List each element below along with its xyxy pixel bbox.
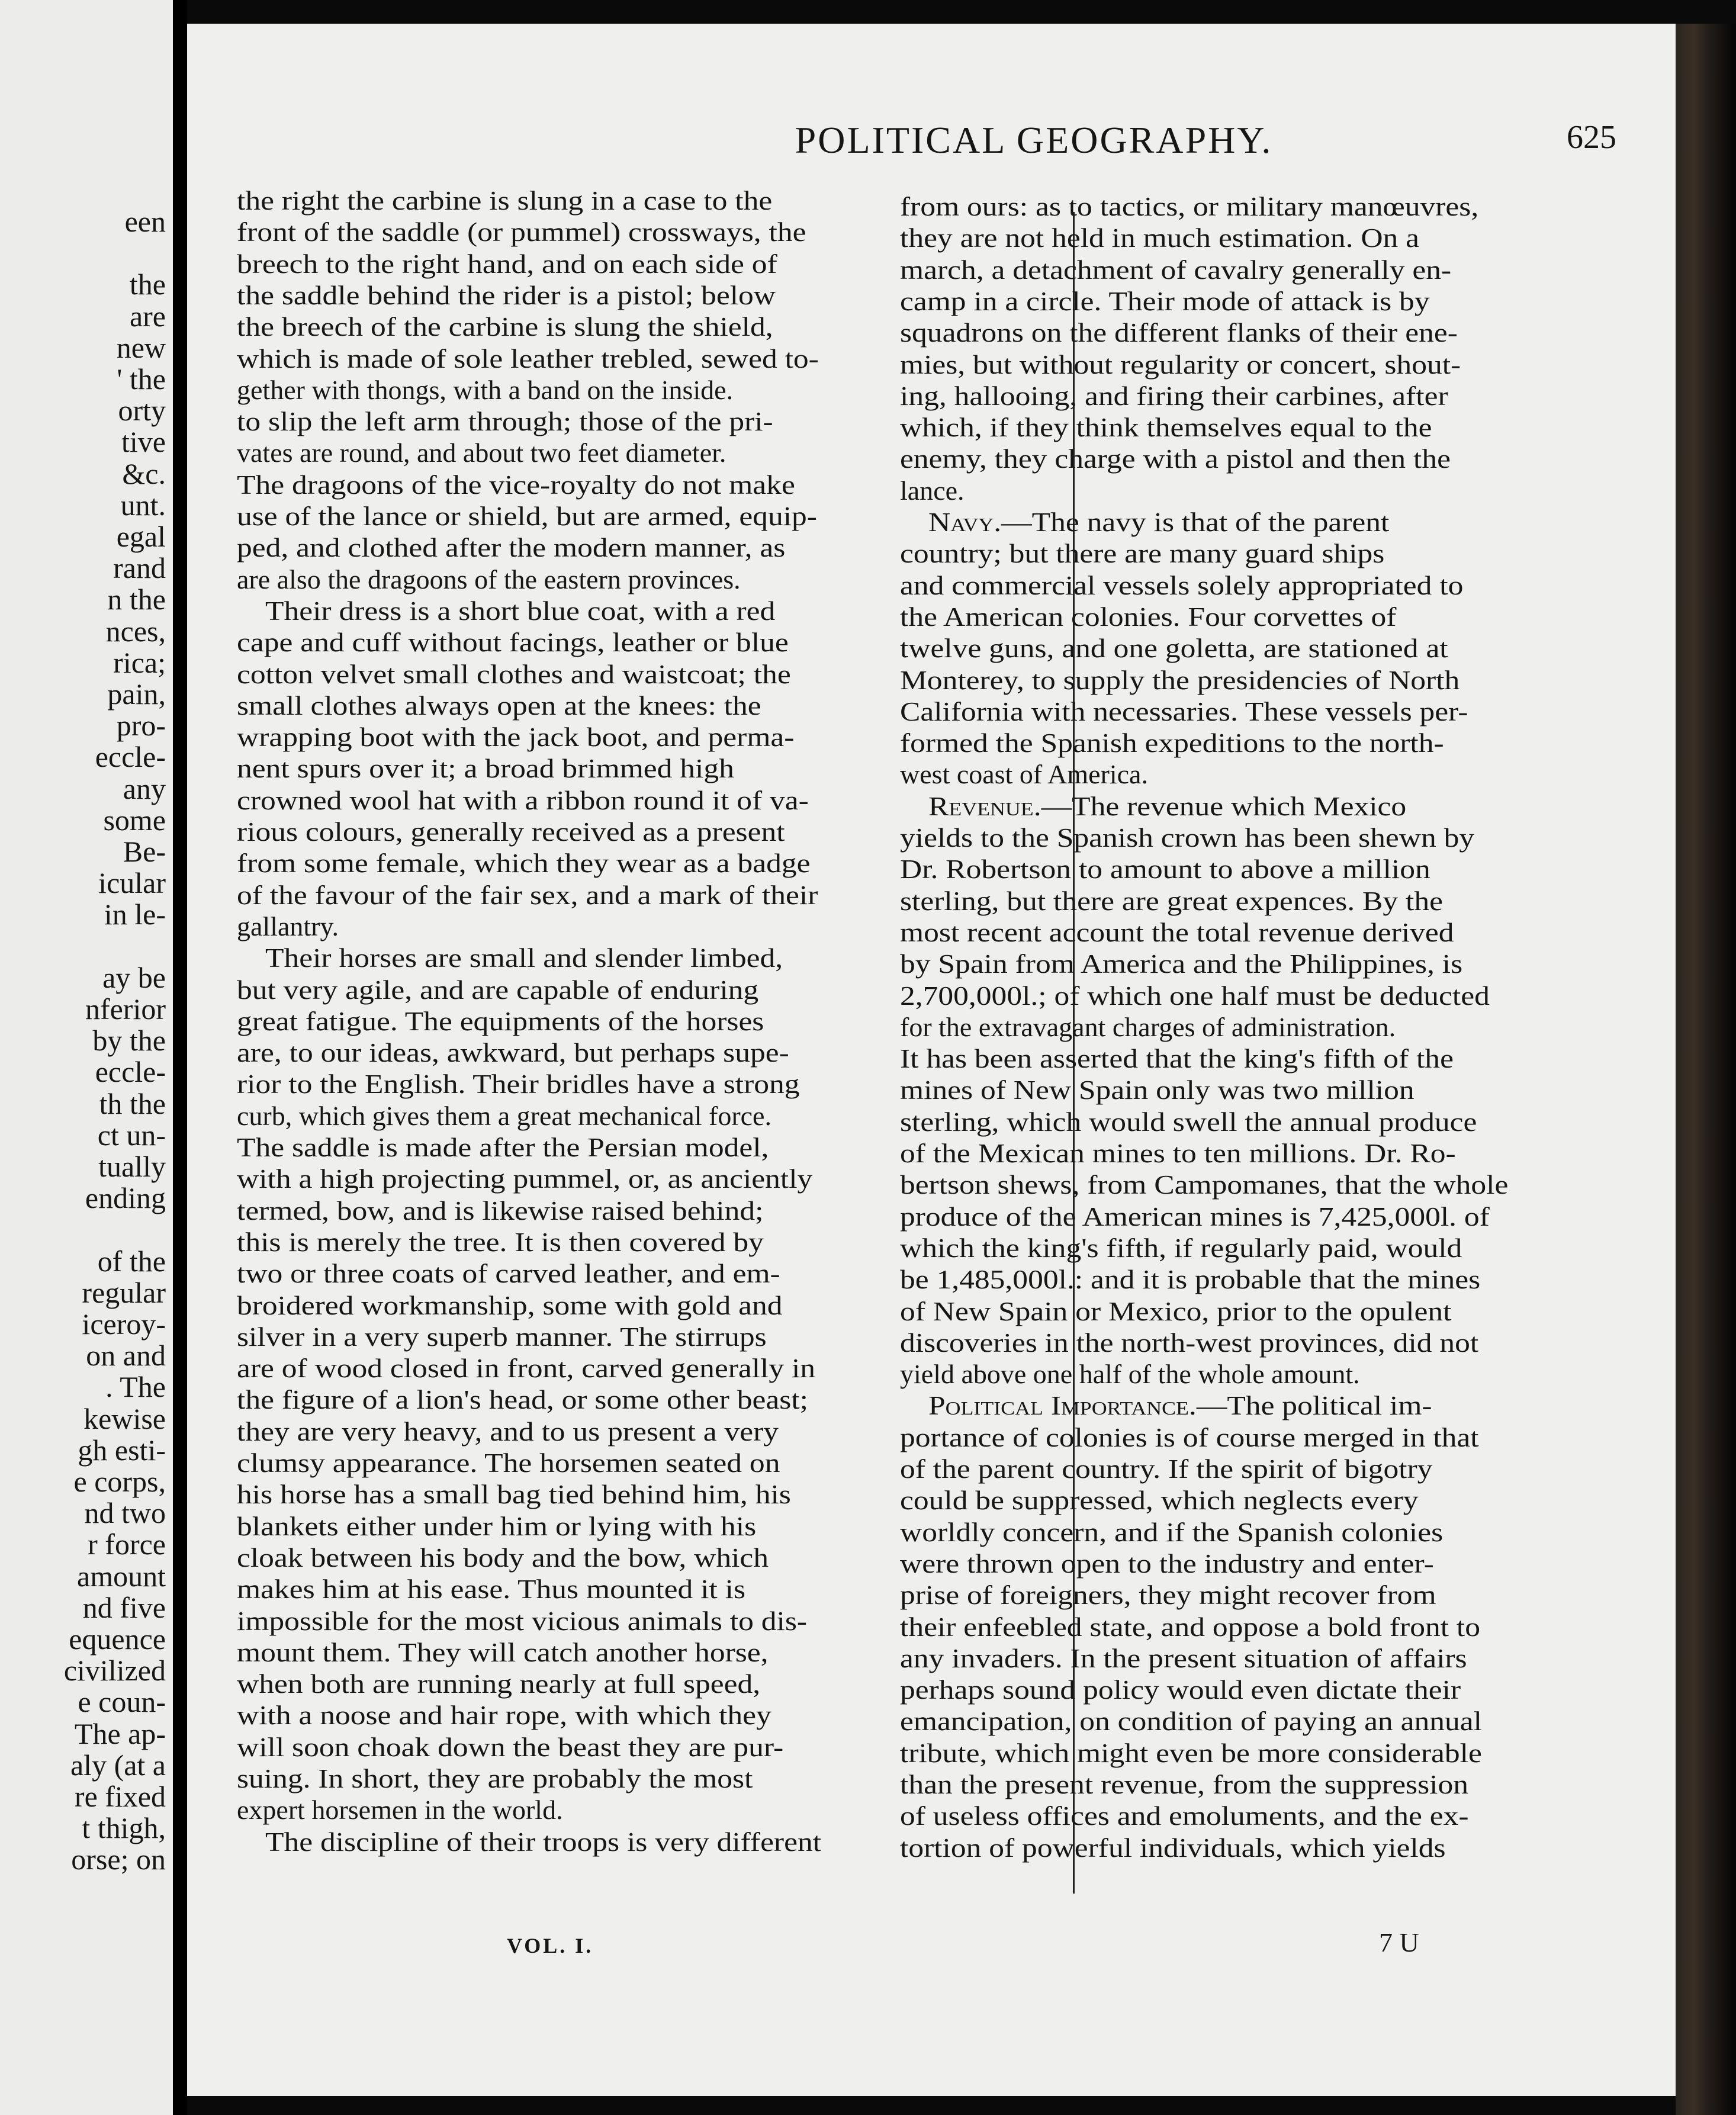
text-line: camp in a circle. Their mode of attack is by xyxy=(900,285,1430,316)
left-page-line: of the xyxy=(97,1244,166,1278)
book-gutter xyxy=(173,0,187,2115)
text-line: impossible for the most vicious animals to dis- xyxy=(237,1605,808,1636)
text-line: crowned wool hat with a ribbon round it of va- xyxy=(237,785,809,815)
text-line: clumsy appearance. The horsemen seated on xyxy=(237,1448,780,1478)
text-line: nent spurs over it; a broad brimmed high xyxy=(237,753,734,784)
left-page-line: regular xyxy=(82,1275,166,1309)
text-line: gether with thongs, with a band on the inside. xyxy=(237,374,734,405)
text-line: from ours: as to tactics, or military manœuvres, xyxy=(900,191,1479,221)
text-line: sterling, but there are great expences. By the xyxy=(900,885,1443,916)
left-page-line: nd two xyxy=(84,1496,166,1530)
left-page-line: by the xyxy=(92,1024,166,1058)
text-line: blankets either under him or lying with his xyxy=(237,1510,757,1541)
left-page-line: tually xyxy=(98,1150,166,1183)
left-page-line: re fixed xyxy=(74,1780,166,1813)
left-page-line: civilized xyxy=(63,1654,166,1687)
text-line: of New Spain or Mexico, prior to the opulent xyxy=(900,1296,1452,1326)
text-line: perhaps sound policy would even dictate their xyxy=(900,1674,1461,1705)
left-page-line: in le- xyxy=(104,898,166,931)
text-line: formed the Spanish expeditions to the north- xyxy=(900,728,1444,758)
text-line: mines of New Spain only was two million xyxy=(900,1075,1414,1105)
text-line: any invaders. In the present situation of affairs xyxy=(900,1642,1467,1673)
text-line: bertson shews, from Campomanes, that the whole xyxy=(900,1169,1509,1200)
text-line: are also the dragoons of the eastern provinces. xyxy=(237,564,741,594)
left-page-line: some xyxy=(103,803,166,837)
text-line: gallantry. xyxy=(237,911,339,941)
text-line: The saddle is made after the Persian model, xyxy=(237,1132,769,1162)
left-page-fragment xyxy=(0,0,173,2115)
volume-label: VOL. I. xyxy=(507,1934,594,1957)
text-line: emancipation, on condition of paying an annual xyxy=(900,1706,1482,1737)
text-line: their enfeebled state, and oppose a bold front to xyxy=(900,1611,1480,1642)
text-line: 2,700,000l.; of which one half must be deducted xyxy=(900,980,1490,1011)
text-line: Navy.—The navy is that of the parent xyxy=(928,507,1390,537)
left-page-line: e coun- xyxy=(78,1685,166,1719)
text-line: for the extravagant charges of administration. xyxy=(900,1011,1396,1042)
text-line: Dr. Robertson to amount to above a million xyxy=(900,854,1430,885)
left-page-line: orse; on xyxy=(71,1843,166,1876)
text-line: great fatigue. The equipments of the horses xyxy=(237,1005,764,1036)
left-page-line: kewise xyxy=(83,1402,166,1435)
left-page-line: The ap- xyxy=(74,1717,166,1750)
text-line: when both are running nearly at full speed, xyxy=(237,1669,761,1699)
left-page-line: the xyxy=(129,268,166,301)
text-line: the breech of the carbine is slung the shield, xyxy=(237,311,773,342)
left-page-line: th the xyxy=(99,1087,166,1120)
text-line: small clothes always open at the knees: the xyxy=(237,690,761,721)
left-page-line: pro- xyxy=(116,709,166,742)
left-page-line: nces, xyxy=(105,614,166,648)
left-page-line: aly (at a xyxy=(70,1748,166,1782)
text-line: of the favour of the fair sex, and a mark of their xyxy=(237,879,818,910)
text-line: two or three coats of carved leather, and em- xyxy=(237,1258,780,1289)
text-line: the saddle behind the rider is a pistol; below xyxy=(237,279,776,310)
left-page-line: egal xyxy=(116,520,166,553)
text-line: they are very heavy, and to us present a very xyxy=(237,1416,779,1447)
signature-mark: 7 U xyxy=(1379,1927,1419,1957)
text-line: Revenue.—The revenue which Mexico xyxy=(928,790,1407,821)
left-page-line: een xyxy=(124,205,166,238)
text-line: but very agile, and are capable of enduring xyxy=(237,974,759,1005)
text-line: cape and cuff without facings, leather or blue xyxy=(237,627,789,658)
left-page-line: ending xyxy=(85,1181,166,1215)
text-line: west coast of America. xyxy=(900,759,1148,790)
text-line: mies, but without regularity or concert, shout- xyxy=(900,349,1461,380)
text-line: expert horsemen in the world. xyxy=(237,1795,563,1825)
left-page-line: Be- xyxy=(123,835,166,868)
left-page-line: amount xyxy=(77,1559,166,1593)
text-line: cotton velvet small clothes and waistcoat; the xyxy=(237,658,791,689)
text-line: tortion of powerful individuals, which yields xyxy=(900,1832,1446,1863)
left-page-line: nferior xyxy=(85,992,166,1026)
text-line: the figure of a lion's head, or some other beast; xyxy=(237,1384,808,1415)
left-page-line: orty xyxy=(118,394,166,427)
left-page-line: e corps, xyxy=(73,1465,166,1498)
left-page-line: rica; xyxy=(113,645,166,679)
page-number: 625 xyxy=(1567,119,1616,156)
text-line: ped, and clothed after the modern manner, as xyxy=(237,532,786,563)
text-line: wrapping boot with the jack boot, and perma- xyxy=(237,722,795,753)
text-line: from some female, which they wear as a badge xyxy=(237,848,811,879)
left-page-line: equence xyxy=(69,1622,166,1656)
text-line: with a noose and hair rope, with which they xyxy=(237,1700,771,1731)
text-line: Monterey, to supply the presidencies of North xyxy=(900,664,1460,695)
text-line: than the present revenue, from the suppression xyxy=(900,1769,1468,1799)
text-line: worldly concern, and if the Spanish colonies xyxy=(900,1516,1444,1547)
text-line: Their dress is a short blue coat, with a red xyxy=(265,595,776,626)
text-line: could be suppressed, which neglects every xyxy=(900,1485,1419,1516)
text-line: The dragoons of the vice-royalty do not make xyxy=(237,469,795,500)
text-line: the American colonies. Four corvettes of xyxy=(900,601,1397,632)
left-page-line: new xyxy=(116,330,166,364)
left-page-line: . The xyxy=(105,1370,166,1404)
text-line: produce of the American mines is 7,425,000l. of xyxy=(900,1201,1490,1232)
text-line: his horse has a small bag tied behind him, his xyxy=(237,1479,791,1510)
text-line: ing, hallooing, and firing their carbines, after xyxy=(900,380,1448,411)
text-line: to slip the left arm through; those of the pri- xyxy=(237,406,773,437)
text-line: silver in a very superb manner. The stirrups xyxy=(237,1321,767,1352)
text-line: which, if they think themselves equal to the xyxy=(900,412,1432,443)
page-edge xyxy=(1676,24,1736,2115)
text-line: suing. In short, they are probably the most xyxy=(237,1763,753,1793)
text-line: of useless offices and emoluments, and the ex- xyxy=(900,1801,1469,1831)
text-line: sterling, which would swell the annual produce xyxy=(900,1106,1477,1137)
text-line: they are not held in much estimation. On a xyxy=(900,223,1420,253)
text-line: tribute, which might even be more considerable xyxy=(900,1737,1482,1768)
text-line: portance of colonies is of course merged in that xyxy=(900,1422,1479,1452)
text-line: most recent account the total revenue derived xyxy=(900,917,1454,947)
text-line: discoveries in the north-west provinces, did not xyxy=(900,1327,1479,1358)
text-line: prise of foreigners, they might recover from xyxy=(900,1580,1436,1611)
left-page-line: t thigh, xyxy=(82,1811,166,1845)
text-line: breech to the right hand, and on each side of xyxy=(237,248,777,279)
text-line: by Spain from America and the Philippines, is xyxy=(900,949,1463,979)
left-page-line: pain, xyxy=(107,677,166,711)
left-page-line: ct un- xyxy=(97,1118,166,1152)
text-line: which is made of sole leather trebled, sewed to- xyxy=(237,343,819,374)
text-line: lance. xyxy=(900,475,965,506)
left-page-line: &c. xyxy=(122,457,166,490)
text-line: will soon choak down the beast they are pur- xyxy=(237,1731,784,1762)
left-page-line: are xyxy=(129,299,166,333)
text-line: of the parent country. If the spirit of bigotry xyxy=(900,1454,1433,1484)
text-line: cloak between his body and the bow, which xyxy=(237,1542,769,1573)
text-line: and commercial vessels solely appropriated to xyxy=(900,570,1464,600)
left-page-line: tive xyxy=(121,425,166,459)
text-line: are of wood closed in front, carved generally in xyxy=(237,1353,816,1384)
book-page xyxy=(187,24,1676,2096)
text-line: twelve guns, and one goletta, are stationed at xyxy=(900,633,1448,664)
text-line: vates are round, and about two feet diameter. xyxy=(237,438,726,468)
text-line: march, a detachment of cavalry generally en- xyxy=(900,254,1452,285)
left-page-line: any xyxy=(123,772,166,805)
text-line: Political Importance.—The political im- xyxy=(928,1390,1432,1421)
text-line: curb, which gives them a great mechanical force. xyxy=(237,1100,771,1131)
text-line: rior to the English. Their bridles have a strong xyxy=(237,1069,800,1100)
text-line: with a high projecting pummel, or, as anciently xyxy=(237,1163,813,1194)
left-page-line: nd five xyxy=(82,1590,166,1624)
left-page-line: eccle- xyxy=(95,1055,166,1089)
text-line: were thrown open to the industry and enter- xyxy=(900,1548,1434,1579)
text-line: termed, bow, and is likewise raised behind; xyxy=(237,1195,764,1226)
text-line: use of the lance or shield, but are armed, equip- xyxy=(237,501,817,531)
text-line: mount them. They will catch another horse, xyxy=(237,1637,769,1667)
text-line: country; but there are many guard ships xyxy=(900,538,1385,569)
text-line: Their horses are small and slender limbed, xyxy=(265,943,783,973)
text-line: are, to our ideas, awkward, but perhaps supe- xyxy=(237,1037,789,1068)
text-line: be 1,485,000l.: and it is probable that the mines xyxy=(900,1264,1481,1295)
left-page-line: r force xyxy=(88,1528,166,1561)
left-page-line: iceroy- xyxy=(82,1307,166,1341)
left-page-line: ay be xyxy=(102,960,166,994)
left-page-line: rand xyxy=(113,551,166,585)
text-line: of the Mexican mines to ten millions. Dr. Ro- xyxy=(900,1138,1456,1168)
text-line: yields to the Spanish crown has been shewn by xyxy=(900,822,1475,853)
text-line: broidered workmanship, some with gold and xyxy=(237,1290,783,1320)
text-line: squadrons on the different flanks of their ene- xyxy=(900,317,1458,348)
text-line: rious colours, generally received as a present xyxy=(237,817,785,847)
text-line: front of the saddle (or pummel) crossways, the xyxy=(237,217,806,247)
text-line: the right the carbine is slung in a case to the xyxy=(237,185,773,216)
left-page-line: eccle- xyxy=(95,740,166,774)
text-line: The discipline of their troops is very different xyxy=(265,1826,822,1857)
left-page-line: on and xyxy=(86,1339,166,1372)
text-line: this is merely the tree. It is then covered by xyxy=(237,1226,764,1257)
left-page-line: ' the xyxy=(117,362,166,396)
text-line: which the king's fifth, if regularly paid, would xyxy=(900,1232,1462,1263)
left-page-line: icular xyxy=(98,866,166,900)
text-line: California with necessaries. These vessels per- xyxy=(900,696,1468,727)
running-title: POLITICAL GEOGRAPHY. xyxy=(795,119,1273,161)
left-page-line: n the xyxy=(107,583,166,616)
left-page-line: gh esti- xyxy=(78,1433,166,1467)
text-line: makes him at his ease. Thus mounted it is xyxy=(237,1574,746,1605)
text-line: It has been asserted that the king's fifth of the xyxy=(900,1043,1454,1074)
left-page-line: unt. xyxy=(120,488,166,522)
text-line: yield above one half of the whole amount. xyxy=(900,1359,1360,1390)
text-line: enemy, they charge with a pistol and then the xyxy=(900,443,1451,474)
